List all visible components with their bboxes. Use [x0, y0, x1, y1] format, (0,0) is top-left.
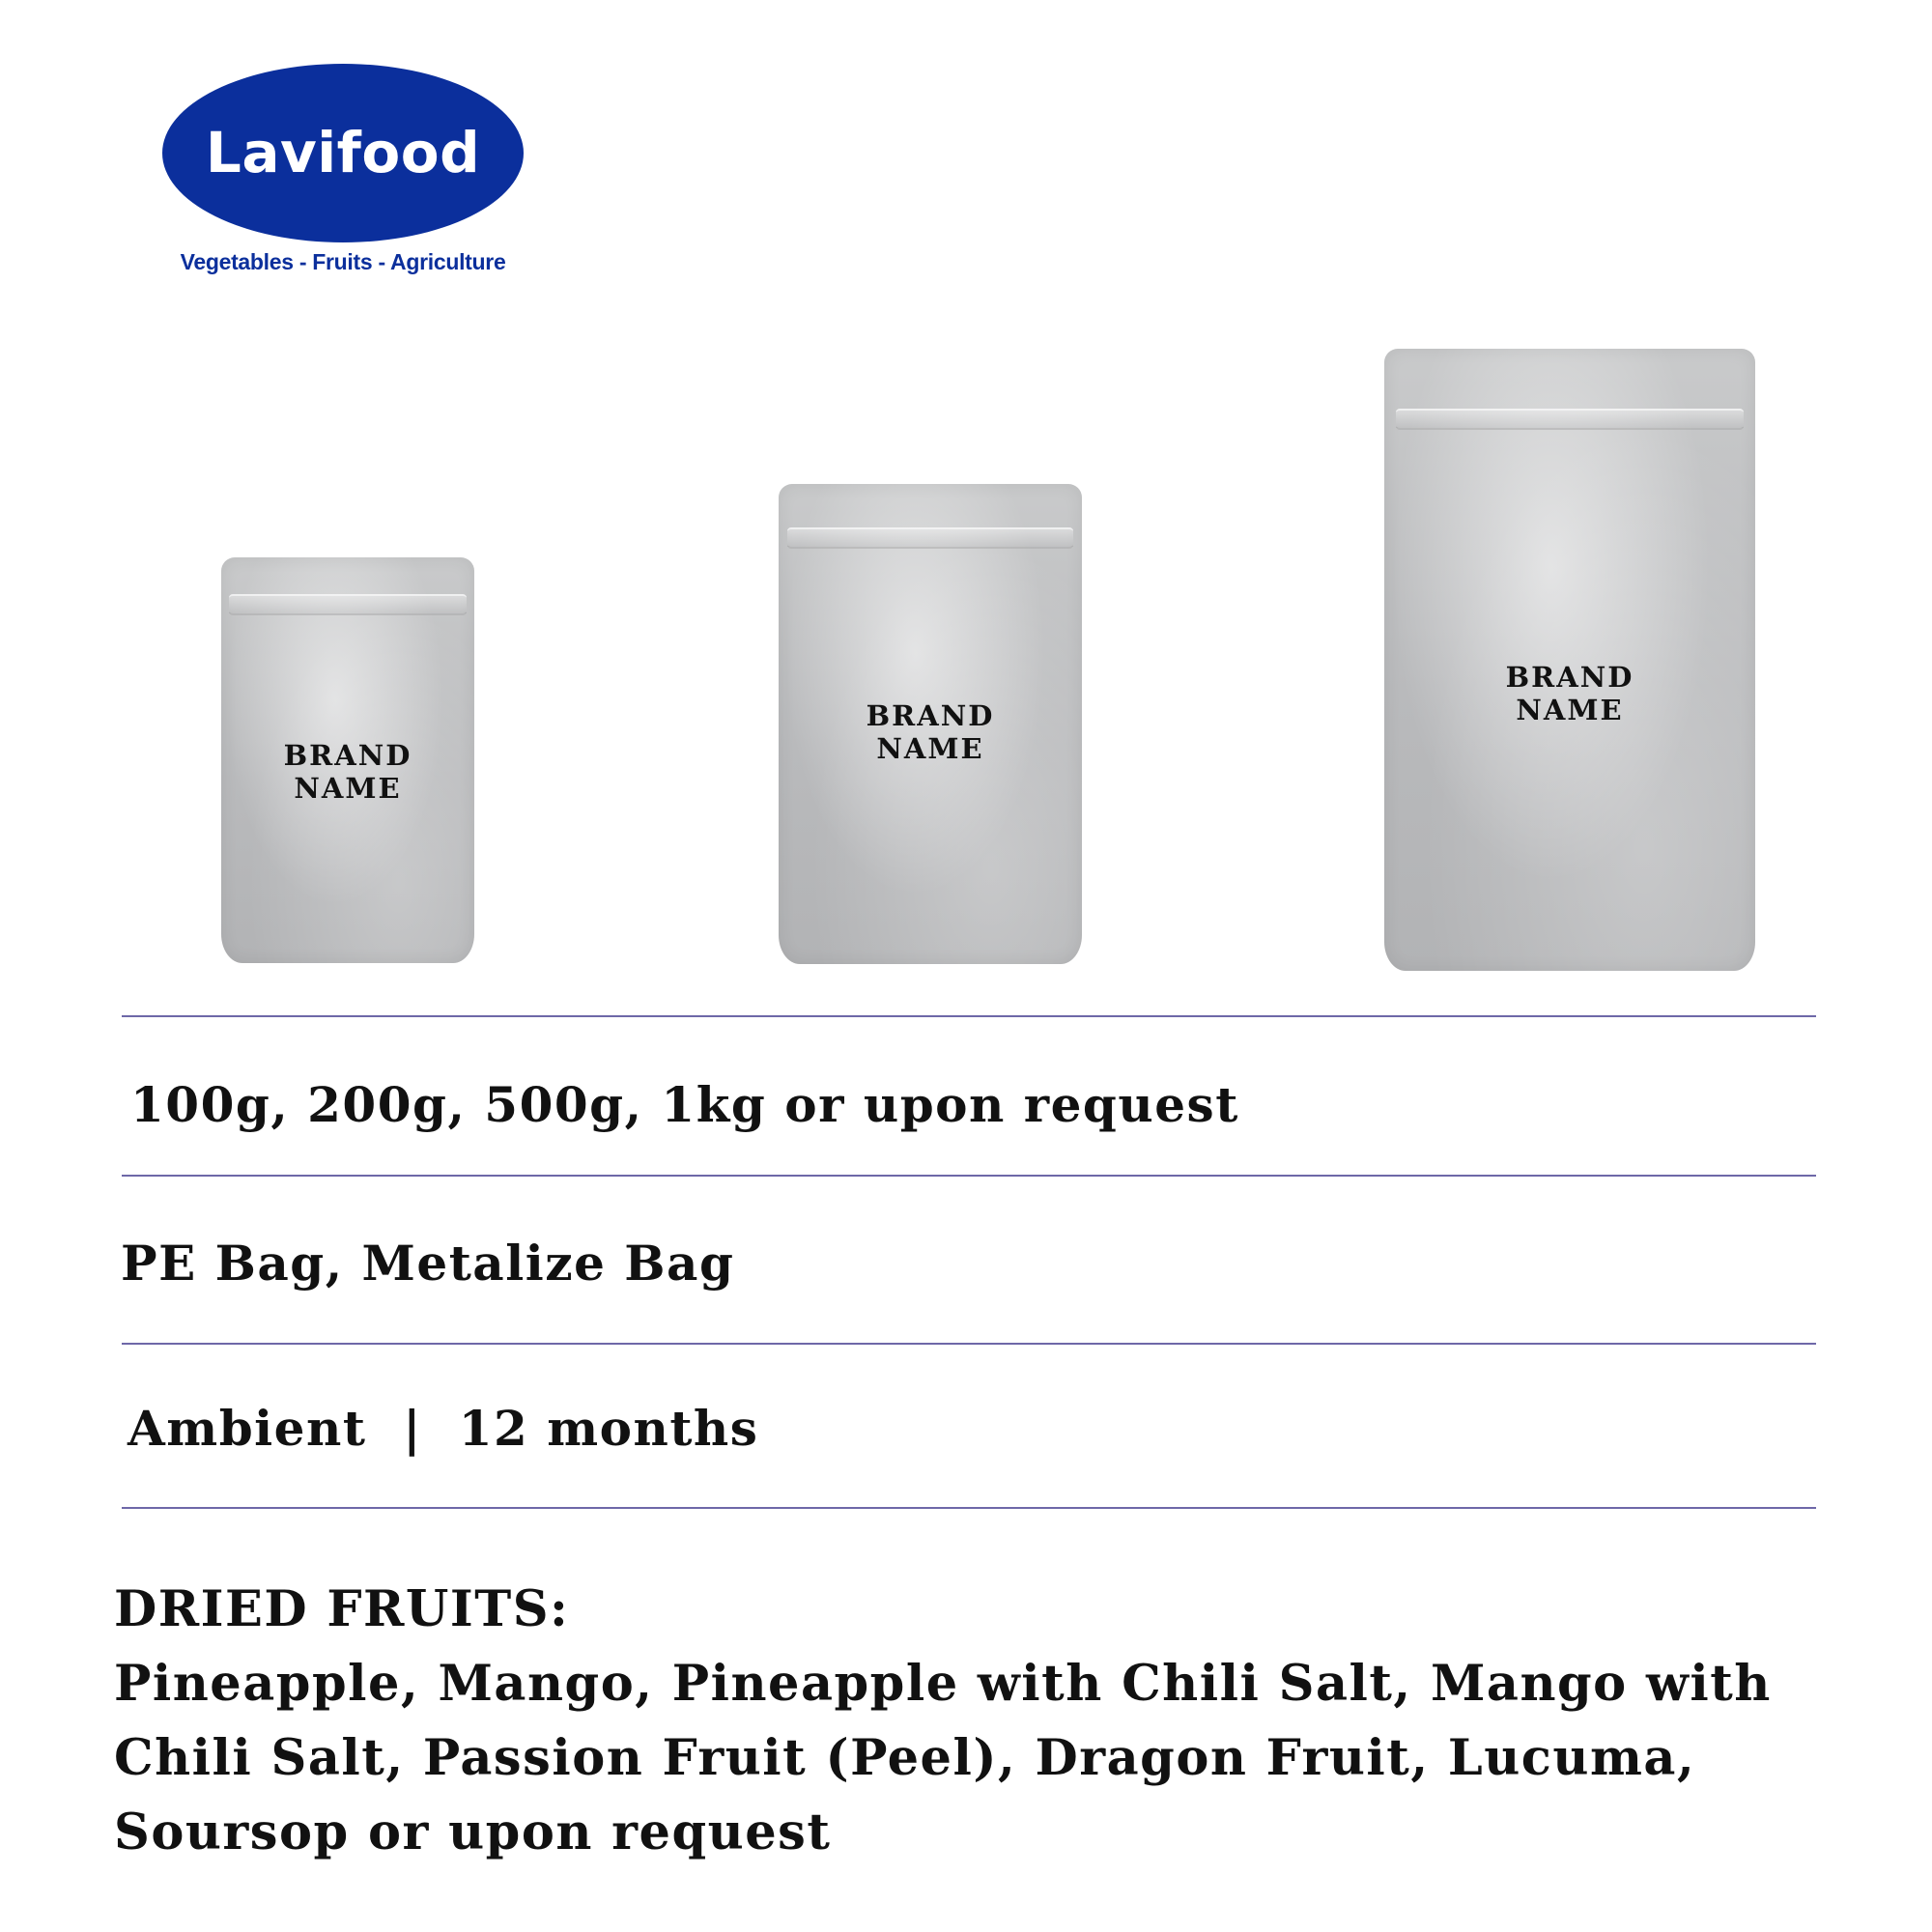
- divider-line: [122, 1175, 1816, 1177]
- spec-weights: 100g, 200g, 500g, 1kg or upon request: [130, 1076, 1239, 1133]
- spec-storage: Ambient | 12 months: [128, 1400, 759, 1457]
- pouch-small-image: [221, 557, 474, 963]
- pouch-zipper: [787, 527, 1072, 549]
- divider-line: [122, 1343, 1816, 1345]
- spec-packaging: PE Bag, Metalize Bag: [121, 1235, 735, 1292]
- pouch-large-image: [1384, 349, 1755, 971]
- product-list: [114, 1573, 1814, 1870]
- logo-wordmark: Lavifood: [205, 120, 481, 185]
- pouch-brand-label: [1384, 661, 1755, 726]
- pouch-brand-label: [779, 699, 1082, 765]
- lavifood-logo: [162, 64, 525, 281]
- divider-line: [122, 1015, 1816, 1017]
- product-category-heading: DRIED FRUITS:: [114, 1580, 570, 1638]
- pouch-brand-line2: NAME: [294, 772, 402, 805]
- divider-line: [122, 1507, 1816, 1509]
- pouch-brand-line1: BRAND: [1505, 661, 1634, 694]
- pouch-zipper: [229, 594, 467, 615]
- logo-tagline: Vegetables - Fruits - Agriculture: [180, 249, 506, 274]
- pouch-medium-image: [779, 484, 1082, 964]
- pouch-brand-line2: NAME: [1516, 694, 1624, 726]
- pouch-brand-line1: BRAND: [866, 699, 995, 732]
- pouch-brand-line2: NAME: [876, 732, 984, 765]
- pouch-zipper: [1396, 409, 1745, 430]
- product-items: Pineapple, Mango, Pineapple with Chili Salt, Mango with Chili Salt, Passion Fruit (Peel), Dragon Fruit, Lucuma, Soursop or upon request: [114, 1655, 1772, 1861]
- pouch-brand-line1: BRAND: [283, 739, 412, 772]
- pouch-brand-label: [221, 739, 474, 805]
